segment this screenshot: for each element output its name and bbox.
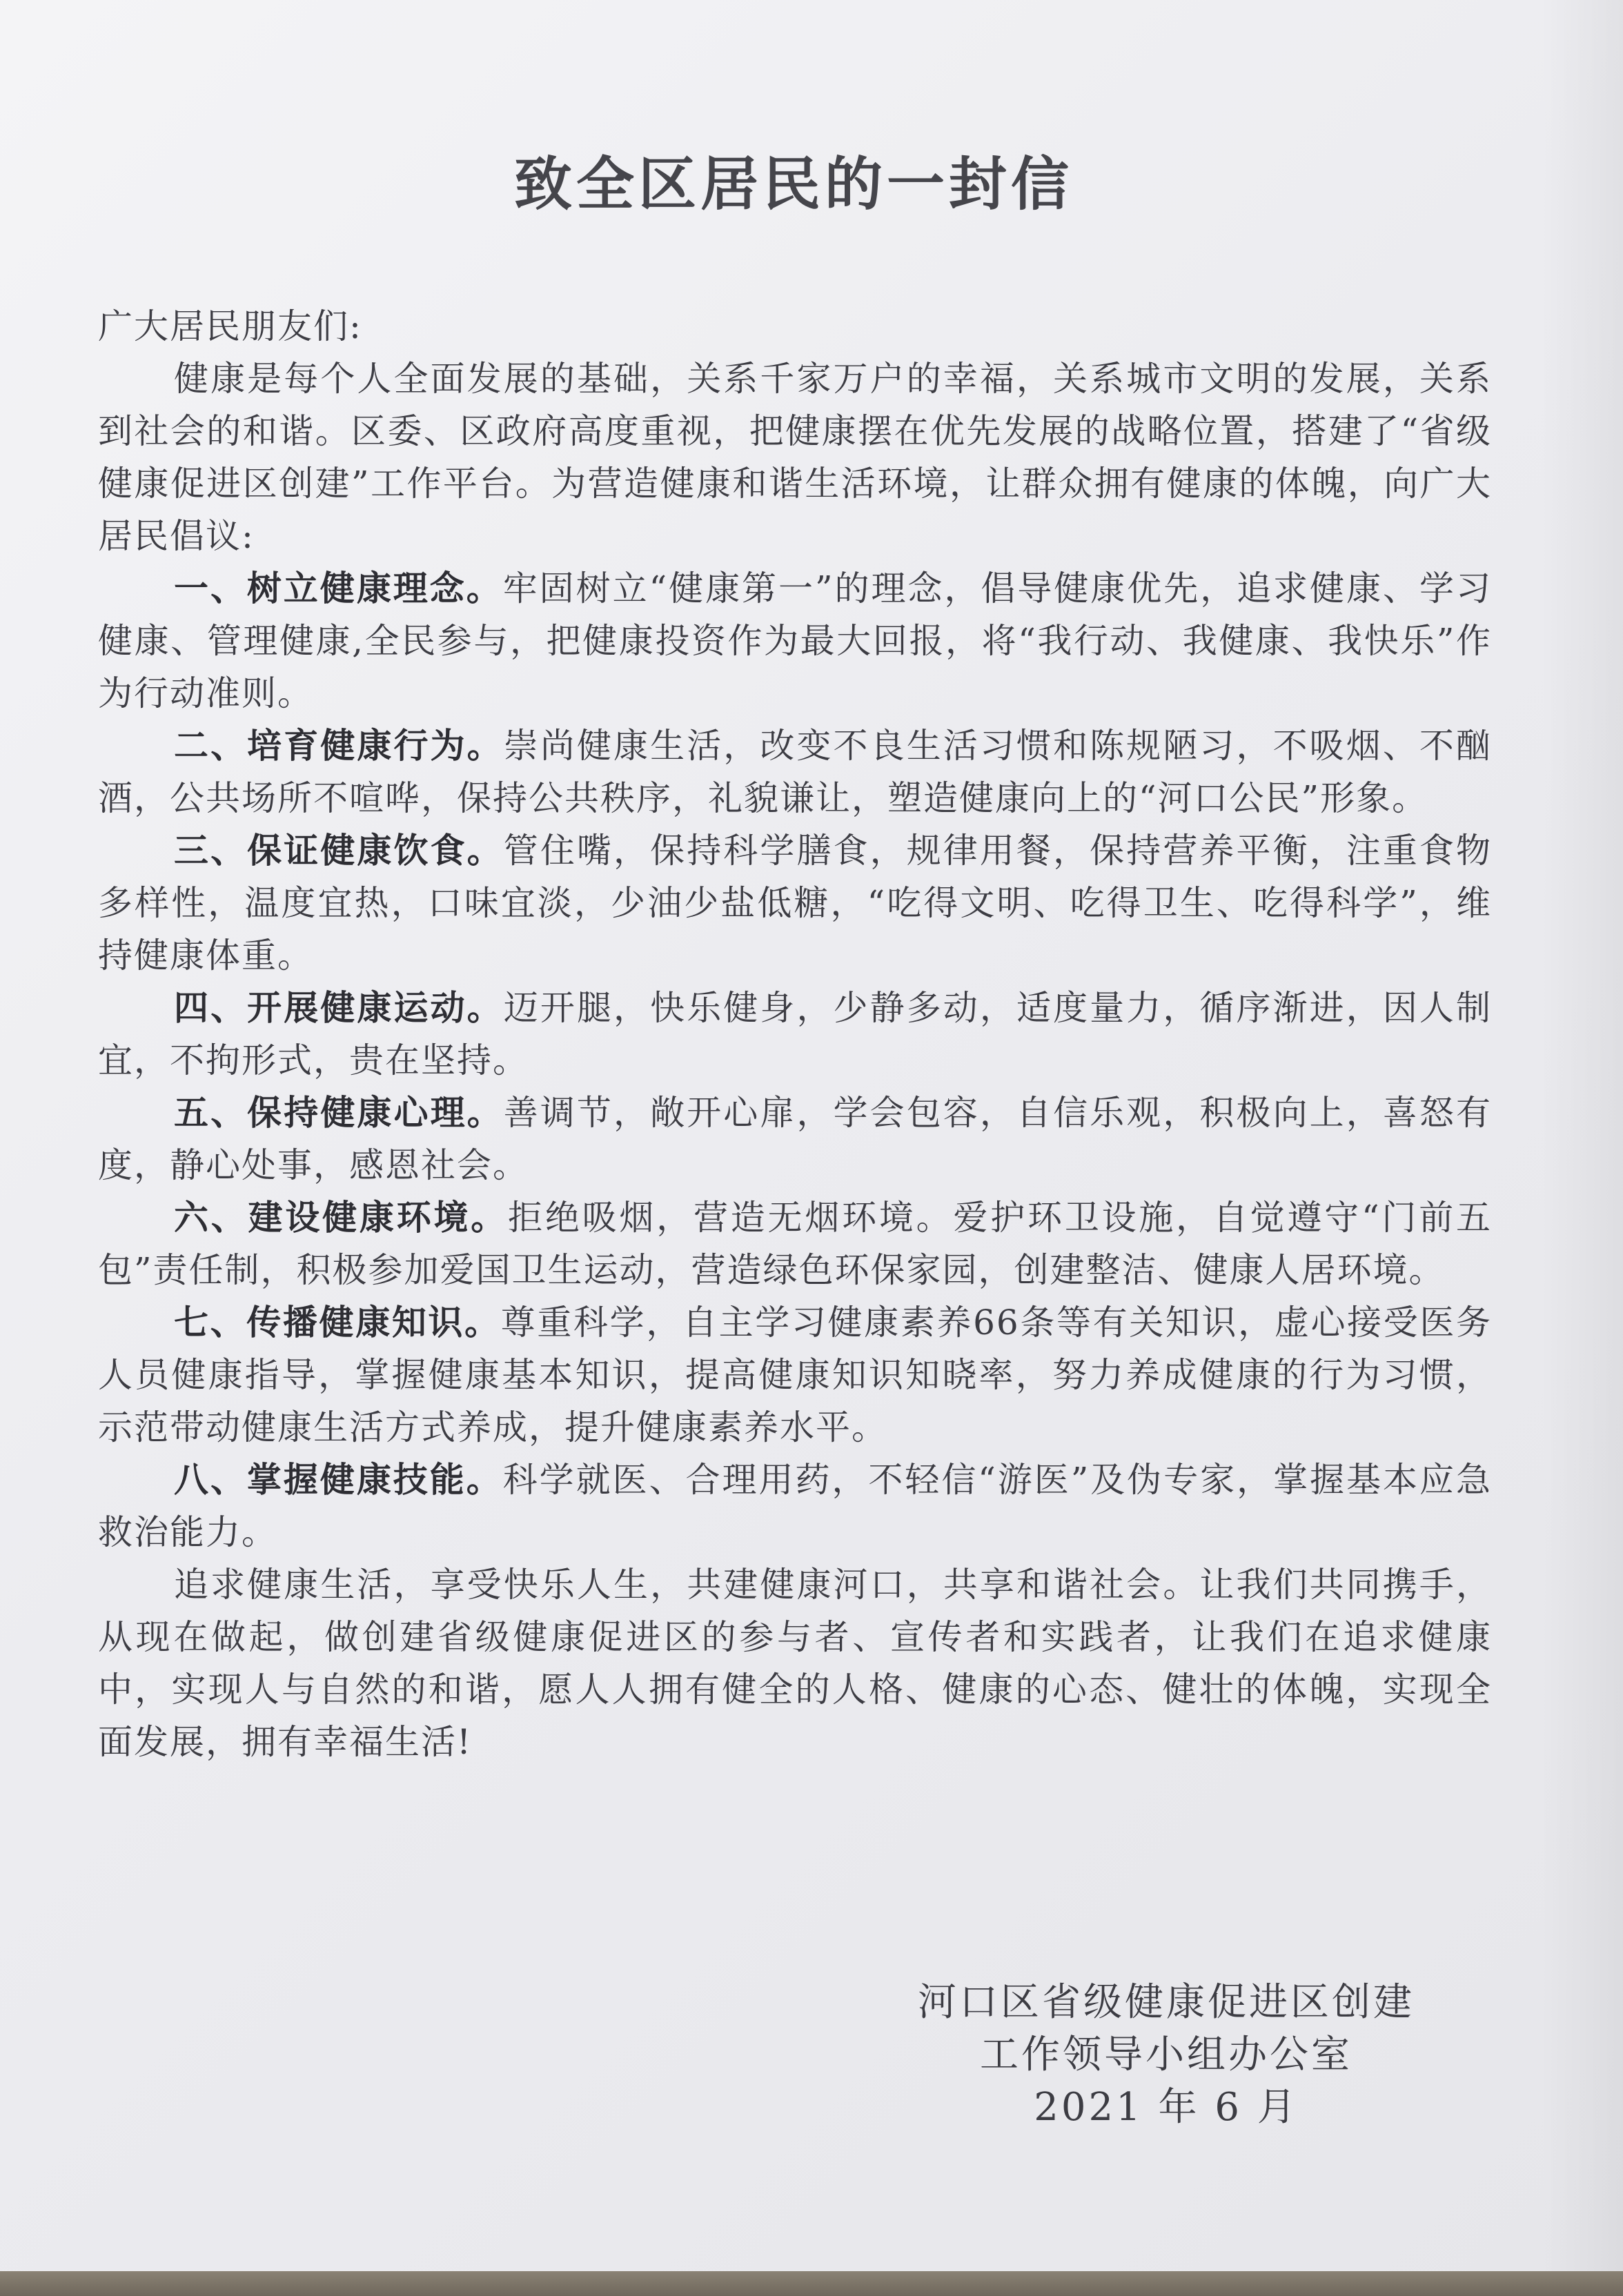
point-7-heading: 七、传播健康知识。 [174, 1303, 501, 1343]
point-5-heading: 五、保持健康心理。 [174, 1093, 504, 1133]
point-3-text: 管住嘴，保持科学膳食，规律用餐，保持营养平衡，注重食物多样性，温度宜热，口味宜淡，少油少盐低糖，“吃得文明、吃得卫生、吃得科学”，维持健康体重。 [98, 831, 1493, 976]
paper-shadow [1540, 0, 1623, 2296]
point-4-heading: 四、开展健康运动。 [174, 988, 504, 1028]
point-4-text: 迈开腿，快乐健身，少静多动，适度量力，循序渐进，因人制宜，不拘形式，贵在坚持。 [98, 988, 1493, 1080]
point-2 [98, 720, 1492, 824]
letter-title: 致全区居民的一封信 [513, 150, 1073, 218]
point-8-heading: 八、掌握健康技能。 [174, 1460, 503, 1500]
point-3-heading: 三、保证健康饮食。 [174, 831, 504, 871]
salutation: 广大居民朋友们: [98, 306, 362, 346]
point-5 [98, 1087, 1492, 1191]
closing-paragraph: 追求健康生活，享受快乐人生，共建健康河口，共享和谐社会。让我们共同携手，从现在做起，做创建省级健康促进区的参与者、宣传者和实践者，让我们在追求健康中，实现人与自然的和谐，愿人人拥有健全的人格、健康的心态、健壮的体魄，实现全面发展，拥有幸福生活! [98, 1565, 1492, 1762]
point-2-heading: 二、培育健康行为。 [174, 726, 504, 766]
point-3 [98, 824, 1492, 982]
point-7 [98, 1296, 1492, 1454]
intro-paragraph: 健康是每个人全面发展的基础，关系千家万户的幸福，关系城市文明的发展，关系到社会的和谐。区委、区政府高度重视，把健康摆在优先发展的战略位置，搭建了“省级健康促进区创建”工作平台。为营造健康和谐生活环境，让群众拥有健康的体魄，向广大居民倡议: [98, 359, 1492, 556]
point-1-heading: 一、树立健康理念。 [174, 568, 503, 608]
point-2-text: 崇尚健康生活，改变不良生活习惯和陈规陋习，不吸烟、不酗酒，公共场所不喧哗，保持公共秩序，礼貌谦让，塑造健康向上的“河口公民”形象。 [98, 726, 1493, 818]
point-6-text: 拒绝吸烟，营造无烟环境。爱护环卫设施，自觉遵守“门前五包”责任制，积极参加爱国卫生运动，营造绿色环保家园，创建整洁、健康人居环境。 [98, 1198, 1493, 1290]
point-6 [98, 1191, 1492, 1296]
point-5-text: 善调节，敞开心扉，学会包容，自信乐观，积极向上，喜怒有度，静心处事，感恩社会。 [98, 1093, 1493, 1185]
signature-org-line-2: 工作领导小组办公室 [980, 2032, 1352, 2077]
signature-org-line-1: 河口区省级健康促进区创建 [918, 1980, 1415, 2025]
point-4 [98, 982, 1492, 1087]
point-6-heading: 六、建设健康环境。 [174, 1198, 509, 1238]
point-7-text: 尊重科学，自主学习健康素养66条等有关知识，虚心接受医务人员健康指导，掌握健康基本知识，提高健康知识知晓率，努力养成健康的行为习惯，示范带动健康生活方式养成，提升健康素养水平。 [98, 1303, 1493, 1447]
signature-block [828, 1977, 1504, 2134]
point-1 [98, 562, 1492, 720]
table-surface [0, 2271, 1623, 2296]
letter-body [98, 300, 1492, 1768]
point-8-text: 科学就医、合理用药，不轻信“游医”及伪专家，掌握基本应急救治能力。 [98, 1460, 1492, 1552]
signature-date: 2021 年 6 月 [1034, 2085, 1299, 2130]
point-8 [98, 1454, 1492, 1558]
point-1-text: 牢固树立“健康第一”的理念，倡导健康优先，追求健康、学习健康、管理健康,全民参与，把健康投资作为最大回报，将“我行动、我健康、我快乐”作为行动准则。 [98, 568, 1492, 713]
